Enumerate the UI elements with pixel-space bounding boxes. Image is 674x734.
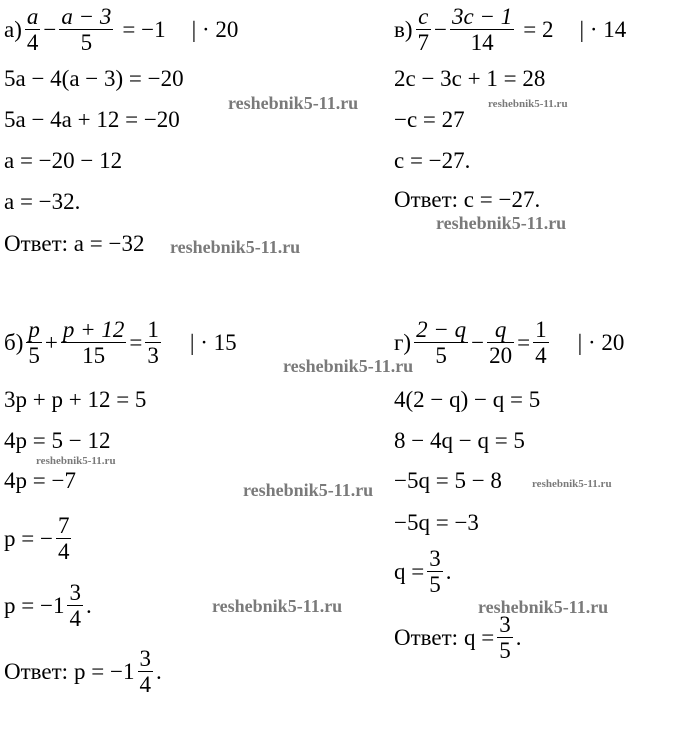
fraction-denominator: 7 [417,30,430,55]
problem-v-equation [394,4,626,55]
answer-word: Ответ: [4,658,69,684]
minus-sign: − [471,329,485,355]
problem-b-step-5-fraction [67,580,83,631]
problem-b-step-4 [4,513,74,564]
problem-b-equation [4,317,237,368]
problem-g-step-5-fraction [427,546,443,597]
problem-g-answer [394,612,522,663]
answer-word: Ответ: [394,624,459,650]
watermark: reshebnik5-11.ru [478,597,609,617]
problem-a-rhs: = −1 [122,16,166,42]
fraction-numerator: 3c − 1 [452,4,513,29]
problem-b-multiplier: | · 15 [189,329,237,355]
fraction-denominator: 5 [429,572,441,597]
answer-value: c = −27. [463,187,541,212]
step-lhs: q = [394,558,425,584]
step-lhs: p = −1 [4,592,65,618]
fraction-denominator: 4 [139,672,151,697]
problem-b-answer-fraction [138,646,154,697]
answer-word: Ответ: [394,187,459,212]
fraction-numerator: 3 [69,580,81,605]
problem-v-step-2: −c = 27 [394,107,465,132]
fraction-numerator: q [494,317,507,342]
problem-a-fraction-1 [25,4,41,55]
watermark: reshebnik5-11.ru [36,455,116,467]
problem-g-label: г) [394,329,412,355]
answer-lhs: p = −1 [74,658,135,684]
fraction-denominator: 14 [470,30,494,55]
fraction-denominator: 5 [28,343,40,368]
problem-v-fraction-1 [416,4,432,55]
answer-value: a = −32 [73,231,145,256]
problem-b-fraction-3 [145,317,161,368]
watermark: reshebnik5-11.ru [170,237,301,257]
problem-a-multiplier: | · 20 [191,16,239,42]
problem-v-label: в) [394,16,413,42]
watermark: reshebnik5-11.ru [212,596,343,616]
problem-v-multiplier: | · 14 [579,16,627,42]
fraction-denominator: 5 [80,30,93,55]
problem-a-step-4: a = −32. [4,189,81,214]
problem-a-label: а) [4,16,22,42]
period: . [445,558,452,584]
problem-b-fraction-1 [26,317,42,368]
fraction-denominator: 4 [57,539,70,564]
period: . [515,624,522,650]
problem-g-step-3: −5q = 5 − 8 [394,468,502,493]
fraction-denominator: 5 [499,638,511,663]
problem-g-step-2: 8 − 4q − q = 5 [394,428,525,453]
problem-b-label: б) [4,329,24,355]
problem-g-fraction-3 [533,317,549,368]
problem-a-step-2: 5a − 4a + 12 = −20 [4,107,180,132]
step-lhs: p = − [4,525,53,551]
problem-b-fraction-2 [61,317,127,368]
fraction-denominator: 4 [69,606,81,631]
fraction-numerator: p [28,317,40,342]
answer-lhs: q = [464,624,495,650]
fraction-numerator: a [26,4,39,29]
fraction-denominator: 4 [535,343,547,368]
fraction-numerator: 3 [429,546,441,571]
watermark: reshebnik5-11.ru [488,98,568,110]
equals-sign: = [517,329,531,355]
watermark: reshebnik5-11.ru [532,478,612,490]
plus-sign: + [44,329,58,355]
problem-g-step-5 [394,546,451,597]
problem-a-fraction-2 [59,4,113,55]
problem-b-step-3: 4p = −7 [4,468,76,493]
period: . [85,592,92,618]
fraction-numerator: 3 [499,612,511,637]
problem-g-answer-fraction [497,612,513,663]
problem-b-step-4-fraction [56,513,72,564]
fraction-numerator: 1 [147,317,159,342]
fraction-denominator: 5 [435,343,447,368]
fraction-denominator: 15 [82,343,106,368]
fraction-denominator: 4 [26,30,39,55]
watermark: reshebnik5-11.ru [243,480,374,500]
problem-v-answer [394,187,540,213]
problem-b-step-2: 4p = 5 − 12 [4,428,111,453]
fraction-denominator: 3 [147,343,159,368]
fraction-denominator: 20 [489,343,513,368]
problem-v-step-1: 2c − 3c + 1 = 28 [394,66,546,91]
answer-word: Ответ: [4,231,69,256]
problem-a-step-3: a = −20 − 12 [4,148,123,173]
period: . [156,658,162,684]
problem-b-step-5 [4,580,92,631]
fraction-numerator: 2 − q [416,317,467,342]
problem-g-step-1: 4(2 − q) − q = 5 [394,387,541,412]
minus-sign: − [43,16,57,42]
problem-v-step-3: c = −27. [394,148,471,173]
problem-a-equation [4,4,238,55]
fraction-numerator: 3 [139,646,151,671]
fraction-numerator: 7 [57,513,70,538]
problem-v-fraction-2 [450,4,514,55]
fraction-numerator: a − 3 [61,4,112,29]
fraction-numerator: c [418,4,429,29]
watermark: reshebnik5-11.ru [436,213,567,233]
problem-b-step-1: 3p + p + 12 = 5 [4,387,147,412]
fraction-numerator: 1 [535,317,547,342]
problem-b-answer [4,646,162,697]
watermark: reshebnik5-11.ru [283,356,414,376]
problem-a-step-1: 5a − 4(a − 3) = −20 [4,66,184,91]
problem-g-fraction-1 [414,317,468,368]
problem-g-equation [394,317,624,368]
fraction-numerator: p + 12 [62,317,125,342]
problem-g-fraction-2 [487,317,514,368]
problem-g-multiplier: | · 20 [577,329,625,355]
watermark: reshebnik5-11.ru [228,93,359,113]
equals-sign: = [129,329,143,355]
minus-sign: − [434,16,448,42]
problem-v-rhs: = 2 [523,16,554,42]
problem-g-step-4: −5q = −3 [394,510,479,535]
problem-a-answer [4,231,144,257]
